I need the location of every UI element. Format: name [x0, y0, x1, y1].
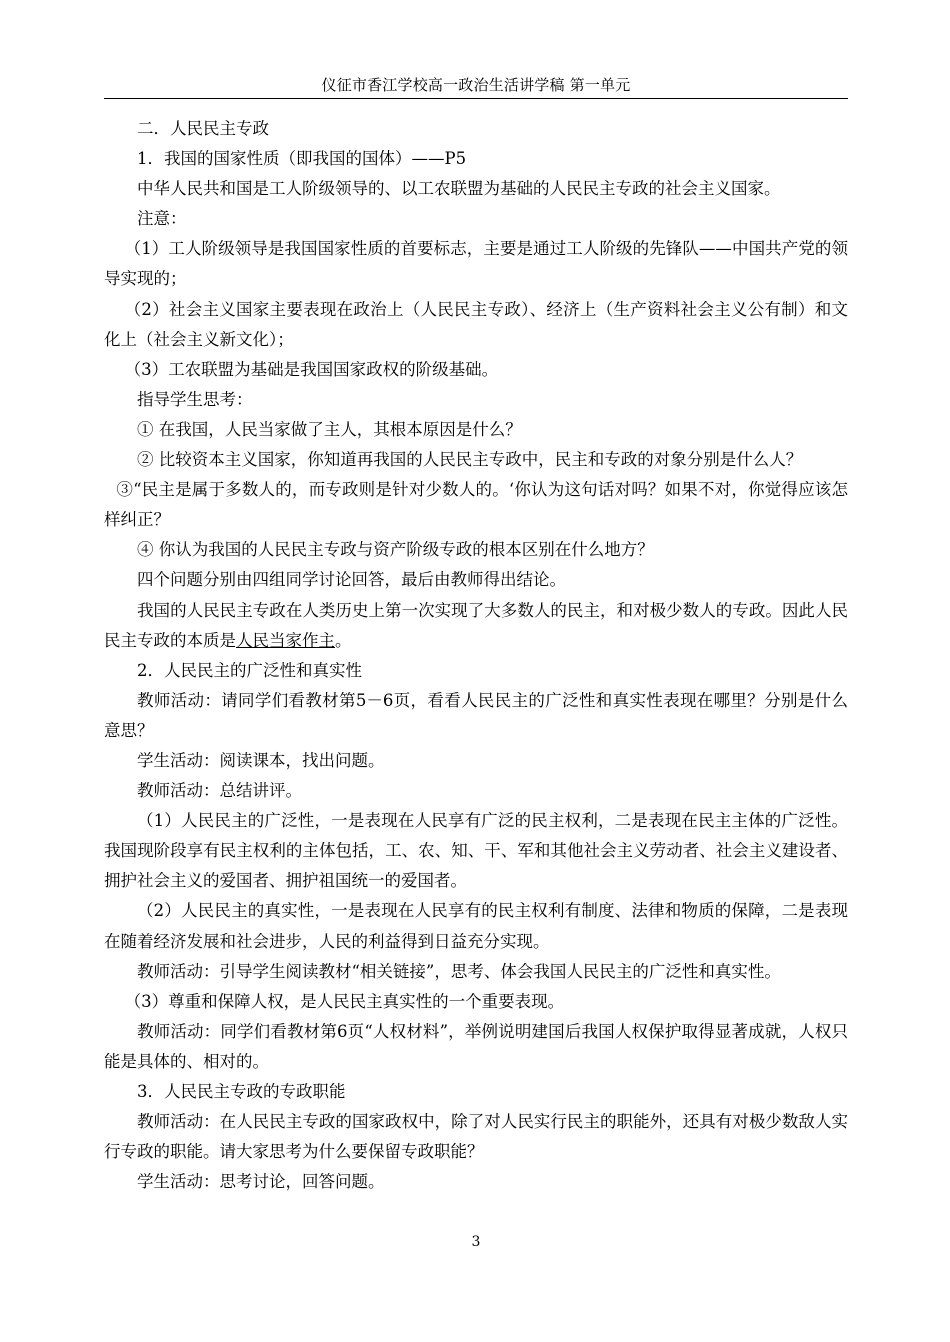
paragraph: 学生活动：阅读课本，找出问题。: [137, 750, 385, 770]
paragraph: （3）尊重和保障人权，是人民民主真实性的一个重要表现。: [124, 991, 565, 1011]
paragraph: （2）社会主义国家主要表现在政治上（人民民主专政）、经济上（生产资料社会主义公有制）和文化上（社会主义新文化）；: [104, 299, 848, 349]
document-body: [104, 114, 848, 1197]
paragraph: 中华人民共和国是工人阶级领导的、以工农联盟为基础的人民民主专政的社会主义国家。: [137, 179, 781, 199]
paragraph: （1）人民民主的广泛性，一是表现在人民享有广泛的民主权利，二是表现在民主主体的广泛性。我国现阶段享有民主权利的主体包括，工、农、知、干、军和其他社会主义劳动者、社会主义建设者、拥护社会主义的爱国者、拥护祖国统一的爱国者。: [104, 811, 848, 891]
paragraph: 四个问题分别由四组同学讨论回答，最后由教师得出结论。: [137, 570, 566, 590]
paragraph-end: 。: [335, 630, 352, 650]
paragraph: 教师活动：引导学生阅读教材“相关链接”，思考、体会我国人民民主的广泛性和真实性。: [137, 961, 781, 981]
question-item: ③“民主是属于多数人的，而专政则是针对少数人的。‘你认为这句话对吗？如果不对，你觉得应该怎样纠正？: [104, 480, 848, 530]
paragraph: 注意：: [137, 209, 187, 229]
header-rule: [104, 98, 848, 99]
section-heading: 二．人民民主专政: [137, 119, 269, 138]
paragraph: 教师活动：在人民民主专政的国家政权中，除了对人民实行民主的职能外，还具有对极少数敌人实行专政的职能。请大家思考为什么要保留专政职能？: [104, 1112, 848, 1162]
paragraph: （2）人民民主的真实性，一是表现在人民享有的民主权利有制度、法律和物质的保障，二是表现在随着经济发展和社会进步，人民的利益得到日益充分实现。: [104, 901, 848, 951]
subsection-heading: 1．我国的国家性质（即我国的国体）——P5: [137, 149, 467, 169]
paragraph: （3）工农联盟为基础是我国国家政权的阶级基础。: [124, 359, 499, 379]
subsection-heading: 3．人民民主专政的专政职能: [137, 1082, 346, 1101]
paragraph: [104, 596, 848, 656]
page-number: 3: [471, 1234, 481, 1250]
question-item: ④ 你认为我国的人民民主专政与资产阶级专政的根本区别在什么地方？: [137, 540, 654, 560]
paragraph-text: 我国的人民民主专政在人类历史上第一次实现了大多数人的民主，和对极少数人的专政。因此人民民主专政的本质是: [104, 600, 848, 650]
question-item: ② 比较资本主义国家，你知道再我国的人民民主专政中，民主和专政的对象分别是什么人？: [137, 450, 803, 470]
paragraph: 教师活动：请同学们看教材第5－6页，看看人民民主的广泛性和真实性表现在哪里？分别是什么意思？: [104, 690, 848, 740]
paragraph: 学生活动：思考讨论，回答问题。: [137, 1172, 385, 1192]
paragraph: 教师活动：同学们看教材第6页“人权材料”，举例说明建国后我国人权保护取得显著成就，人权只能是具体的、相对的。: [104, 1021, 848, 1071]
subsection-heading: 2．人民民主的广泛性和真实性: [137, 660, 362, 680]
paragraph: 教师活动：总结讲评。: [137, 781, 302, 801]
paragraph: 指导学生思考：: [137, 389, 253, 409]
page-header: 仪征市香江学校高一政治生活讲学稿 第一单元: [321, 76, 631, 94]
paragraph: （1）工人阶级领导是我国国家性质的首要标志，主要是通过工人阶级的先锋队——中国共产党的领导实现的；: [104, 239, 848, 289]
question-item: ① 在我国，人民当家做了主人，其根本原因是什么？: [137, 419, 522, 439]
underlined-term: 人民当家作主: [236, 630, 335, 650]
